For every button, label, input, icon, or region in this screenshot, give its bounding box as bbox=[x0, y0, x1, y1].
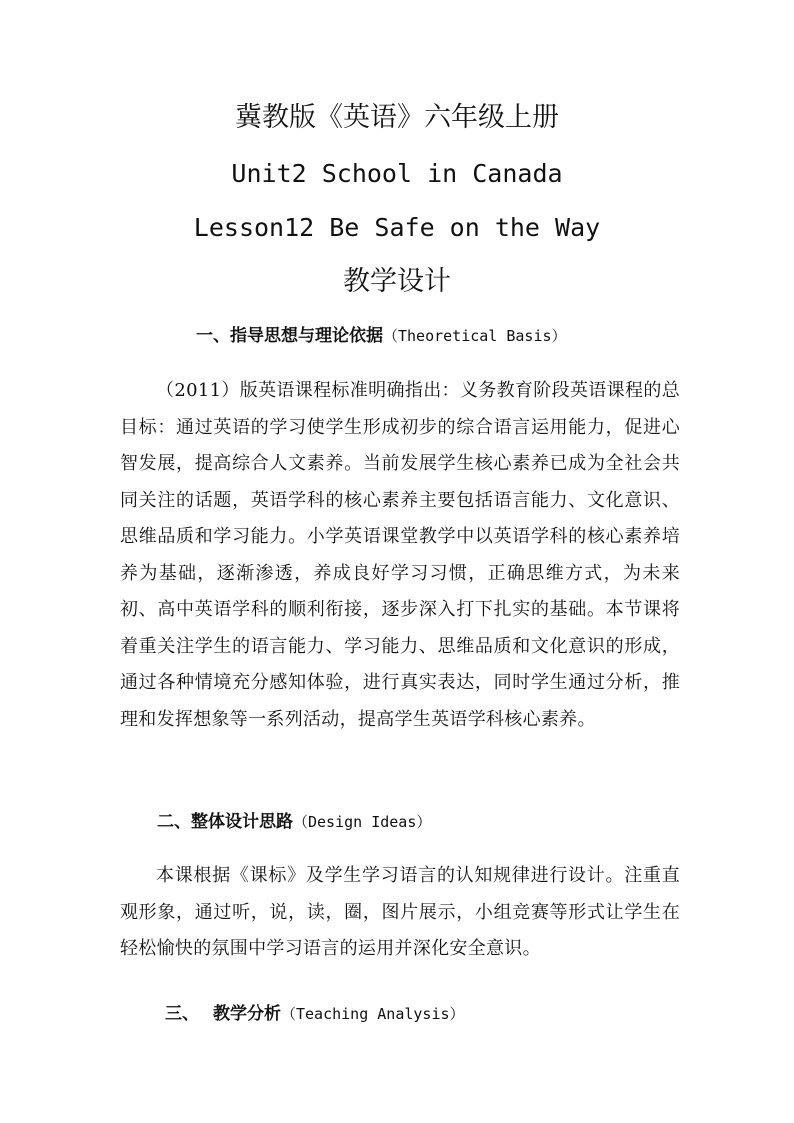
section-heading-cn: 指导思想与理论依据 bbox=[230, 326, 383, 346]
section-number: 二、 bbox=[157, 812, 191, 832]
section-heading-cn: 教学分析 bbox=[213, 1004, 281, 1024]
section-heading-cn: 整体设计思路 bbox=[191, 812, 293, 832]
paragraph-design-ideas: 本课根据《课标》及学生学习语言的认知规律进行设计。注重直观形象，通过听，说，读，圈，图片展示，小组竞赛等形式让学生在轻松愉快的氛围中学习语言的运用并深化安全意识。 bbox=[120, 865, 680, 959]
section-heading-design-ideas bbox=[157, 810, 431, 834]
section-heading-teaching-analysis bbox=[165, 1002, 465, 1026]
section-heading-en: （Teaching Analysis） bbox=[281, 1005, 465, 1023]
section-number: 三、 bbox=[165, 1004, 199, 1024]
document-subtitle: 教学设计 bbox=[343, 266, 451, 297]
lesson-title: Lesson12 Be Safe on the Way bbox=[193, 213, 601, 242]
paragraph-theoretical-basis: （2011）版英语课程标准明确指出：义务教育阶段英语课程的总目标：通过英语的学习使学生形成初步的综合语言运用能力，促进心智发展，提高综合人文素养。当前发展学生核心素养已成为全社会共同关注的话题，英语学科的核心素养主要包括语言能力、文化意识、思维品质和学习能力。小学英语课堂教学中以英语学科的核心素养培养为基础，逐渐渗透，养成良好学习习惯，正确思维方式，为未来初、高中英语学科的顺利衔接，逐步深入打下扎实的基础。本节课将着重关注学生的语言能力、学习能力、思维品质和文化意识的形成，通过各种情境充分感知体验，进行真实表达，同时学生通过分析，推理和发挥想象等一系列活动，提高学生英语学科核心素养。 bbox=[120, 380, 680, 730]
document-title-cn: 冀教版《英语》六年级上册 bbox=[235, 102, 559, 133]
unit-title: Unit2 School in Canada bbox=[231, 159, 563, 188]
section-heading-en: （Theoretical Basis） bbox=[383, 327, 567, 345]
section-heading-theoretical-basis bbox=[196, 324, 567, 348]
section-heading-en: （Design Ideas） bbox=[293, 813, 432, 831]
section-number: 一、 bbox=[196, 326, 230, 346]
